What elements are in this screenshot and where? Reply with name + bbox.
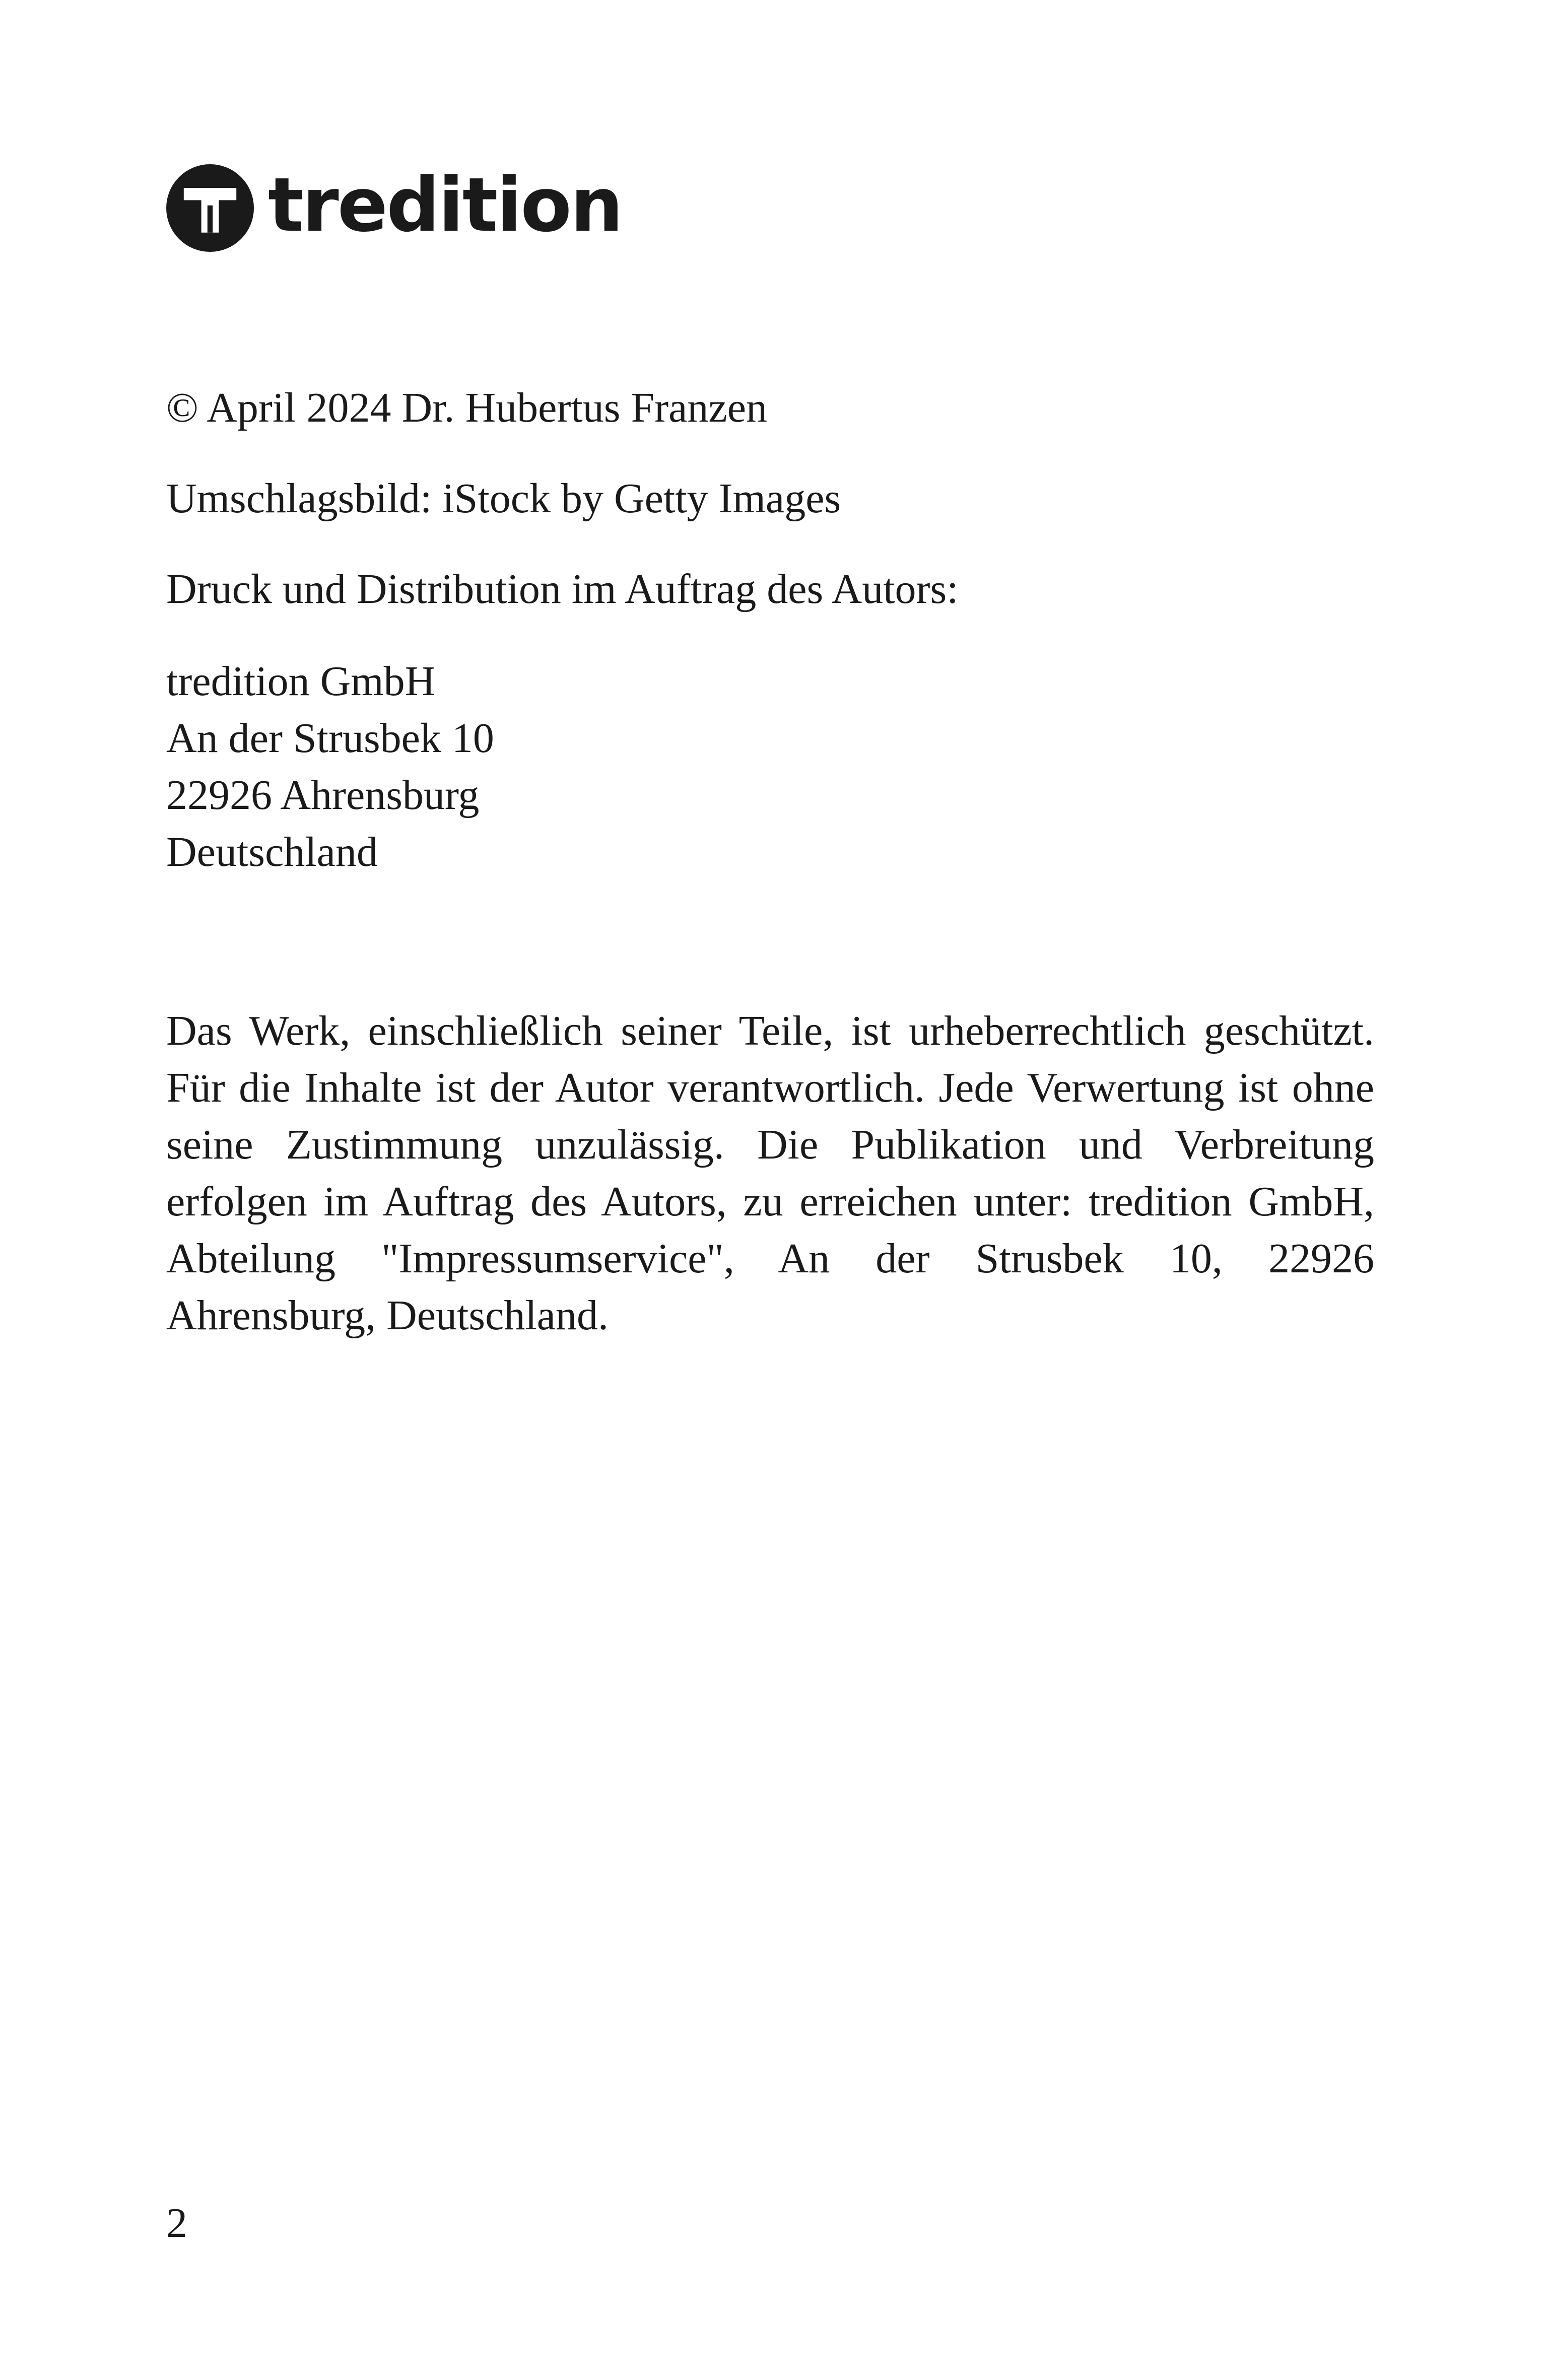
cover-image-credit: Umschlagsbild: iStock by Getty Images [166, 475, 841, 522]
publisher-logo [166, 160, 622, 256]
legal-notice: Das Werk, einschließlich seiner Teile, ist urheberrechtlich geschützt. Für die Inhalte ist der Autor verantwortlich. Jede Verwertung ist ohne seine Zustimmung unzulässig. Die Publikation und Verbreitung erfolgen im Auftrag des Autors, zu erreichen unter: tredition GmbH, Abteilung "Impressumservice", An der Strusbek 10, 22926 Ahrensburg, Deutschland. [166, 1007, 1374, 1339]
page-number: 2 [166, 2200, 187, 2247]
tredition-t-logo-icon [166, 164, 254, 252]
address-company: tredition GmbH [166, 658, 436, 705]
copyright-line: © April 2024 Dr. Hubertus Franzen [166, 384, 767, 431]
address-street: An der Strusbek 10 [166, 715, 494, 762]
print-distribution-line: Druck und Distribution im Auftrag des Autors: [166, 566, 959, 613]
publisher-wordmark: tredition [268, 162, 622, 248]
address-country: Deutschland [166, 829, 378, 875]
address-city: 22926 Ahrensburg [166, 772, 480, 819]
publisher-address [166, 653, 494, 880]
